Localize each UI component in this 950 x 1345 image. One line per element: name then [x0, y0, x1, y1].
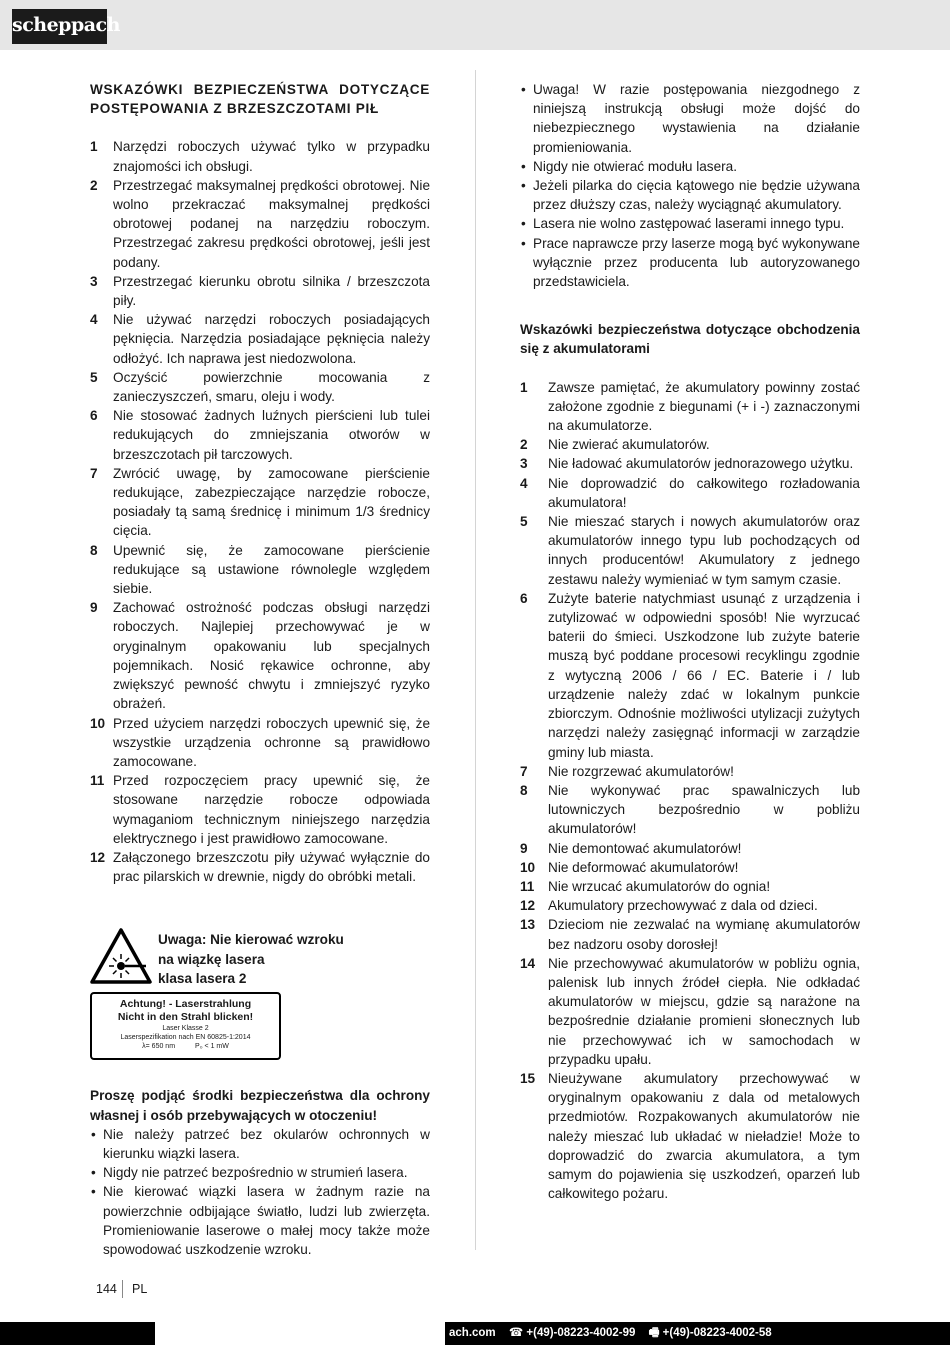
item-number: 6	[90, 408, 98, 424]
list-item	[520, 1069, 860, 1203]
list-item	[90, 541, 430, 599]
item-text: Nie demontować akumulatorów!	[548, 840, 742, 856]
item-number: 12	[520, 898, 536, 914]
item-text: Przed rozpoczęciem pracy upewnić się, że stosowane narzędzie robocze odpowiada wymaganiom technicznym niniejszego narzędzia elektrycznego i jest prawidłowo zamocowane.	[113, 773, 430, 846]
item-text: Nie deformować akumulatorów!	[548, 859, 739, 875]
item-text: Nie zwierać akumulatorów.	[548, 437, 710, 453]
battery-safety-heading: Wskazówki bezpieczeństwa dotyczące obchodzenia się z akumulatorami	[520, 322, 860, 357]
battery-safety-list	[520, 378, 860, 1204]
bullet-item	[520, 157, 860, 176]
item-text: Zużyte baterie natychmiast usunąć z urządzenia i zutylizować w odpowiedni sposób! Nie wyrzucać baterii do śmieci. Uszkodzone lub zużyte baterie muszą być poddane procesowi recyklingu zgodnie z wytyczną 2006 / 66 / EC. Baterie i / lub urządzenie należy zdać w lokalnym punkcie zbiorczym. Odnośnie możliwości utylizacji zużytych narzędzi należy zasięgnąć informacji w zarządzie gminy lub miasta.	[548, 590, 860, 760]
item-text: Przed użyciem narzędzi roboczych upewnić się, że wszystkie urządzenia ochronne są prawidłowo zamocowane.	[113, 715, 430, 769]
left-column	[90, 80, 430, 1259]
bullet-text: Nie kierować wiązki lasera w żadnym razie na powierzchnie odbijające światło, ludzi lub zwierzęta. Promieniowanie laserowe o małej mocy także może spowodować uszkodzenie wzroku.	[103, 1184, 430, 1257]
right-column	[520, 80, 860, 1203]
bullet-item	[520, 80, 860, 157]
item-number: 9	[520, 840, 528, 856]
list-item	[520, 454, 860, 473]
header-bar	[0, 0, 950, 50]
bullet-icon: •	[521, 235, 526, 251]
fax-number: 🖷 +(49)-08223-4002-58	[648, 1327, 772, 1339]
item-number: 1	[520, 379, 528, 395]
item-text: Dzieciom nie zezwalać na wymianę akumulatorów bez nadzoru osoby dorosłej!	[548, 917, 860, 952]
contact-bar-gap	[155, 1322, 445, 1345]
item-text: Nie stosować żadnych luźnych pierścieni lub tulei redukujących do zmniejszania otworów w brzeszczotach pił tarczowych.	[113, 408, 430, 462]
bullet-icon: •	[521, 216, 526, 232]
bullet-text: Uwaga! W razie postępowania niezgodnego z niniejszą instrukcją obsługi może dojść do niebezpiecznego wystawienia na działanie promieniowania.	[533, 82, 860, 155]
bullet-icon: •	[91, 1126, 96, 1142]
laser-power: P₀ < 1 mW	[195, 1043, 229, 1051]
bullet-icon: •	[521, 82, 526, 97]
column-divider	[475, 70, 476, 1250]
item-number: 15	[520, 1070, 536, 1086]
item-text: Oczyścić powierzchnie mocowania z zanieczyszczeń, smaru, oleju i wody.	[113, 369, 430, 405]
page-number: 144	[96, 1282, 117, 1296]
item-number: 9	[90, 600, 98, 616]
item-number: 7	[520, 763, 528, 779]
list-item	[520, 435, 860, 454]
bullet-text: Jeżeli pilarka do cięcia kątowego nie będzie używana przez dłuższy czas, należy wyciągnąć akumulatory.	[533, 178, 860, 213]
item-number: 2	[90, 177, 98, 193]
item-number: 5	[520, 514, 528, 530]
bullet-text: Nigdy nie patrzeć bezpośrednio w strumień lasera.	[103, 1165, 408, 1181]
list-item	[520, 378, 860, 436]
item-number: 10	[90, 715, 106, 731]
item-number: 8	[90, 542, 98, 558]
bullet-item	[520, 214, 860, 233]
brand-logo: scheppach	[12, 9, 107, 44]
bullet-text: Lasera nie wolno zastępować laserami innego typu.	[533, 216, 845, 232]
bullet-item	[90, 1182, 430, 1259]
item-text: Załączonego brzeszczotu piły używać wyłącznie do prac pilarskich w drewnie, nigdy do obróbki metali.	[113, 849, 430, 885]
list-item	[90, 714, 430, 772]
list-item	[520, 474, 860, 512]
item-number: 3	[90, 273, 98, 289]
laser-warning-block	[90, 926, 430, 1086]
list-item	[90, 598, 430, 713]
item-number: 7	[90, 465, 98, 481]
bullet-item	[90, 1163, 430, 1182]
saw-blade-safety-list	[90, 137, 430, 886]
item-text: Nie ładować akumulatorów jednorazowego użytku.	[548, 456, 854, 472]
list-item	[90, 176, 430, 272]
item-number: 10	[520, 859, 536, 875]
list-item	[520, 877, 860, 896]
page-number-separator	[122, 1280, 123, 1298]
item-text: Nie używać narzędzi roboczych posiadających pęknięcia. Narzędzia posiadające pęknięcia należy odłożyć. Ich naprawa jest niedozwolona.	[113, 312, 430, 366]
list-item	[520, 762, 860, 781]
list-item	[520, 896, 860, 915]
bullet-item	[90, 1125, 430, 1163]
phone-number: ☎ +(49)-08223-4002-99	[508, 1327, 636, 1339]
item-number: 1	[90, 139, 98, 155]
list-item	[90, 848, 430, 886]
list-item	[90, 464, 430, 541]
bullet-icon: •	[91, 1165, 96, 1181]
list-item	[520, 512, 860, 589]
item-number: 11	[90, 773, 105, 789]
list-item	[520, 839, 860, 858]
list-item	[90, 310, 430, 368]
list-item	[90, 406, 430, 464]
bullet-icon: •	[91, 1184, 96, 1200]
item-text: Nie mieszać starych i nowych akumulatorów oraz akumulatorów innego typu lub pochodzących od innych producentów! Akumulatory z jednego zestawu należy wymieniać w tym samym czasie.	[548, 514, 860, 587]
bullet-text: Nie należy patrzeć bez okularów ochronnych w kierunku wiązki lasera.	[103, 1126, 430, 1161]
item-number: 3	[520, 456, 528, 472]
bullet-icon: •	[521, 158, 526, 174]
list-item	[520, 954, 860, 1069]
item-number: 8	[520, 782, 528, 798]
laser-warning-title: Uwaga: Nie kierować wzroku na wiązkę lasera klasa lasera 2	[158, 932, 344, 986]
list-item	[90, 368, 430, 406]
saw-blade-safety-heading: WSKAZÓWKI BEZPIECZEŃSTWA DOTYCZĄCE POSTĘPOWANIA Z BRZESZCZOTAMI PIŁ	[90, 82, 430, 117]
list-item	[520, 781, 860, 839]
laser-bullet-list	[520, 80, 860, 291]
item-text: Zwrócić uwagę, by zamocowane pierścienie redukujące, zabezpieczające narzędzie robocze, posiadały tą samą średnicę i minimum 1/3 średnicy cięcia.	[113, 465, 430, 539]
item-number: 5	[90, 369, 98, 385]
item-text: Nie przechowywać akumulatorów w pobliżu ognia, palenisk lub innych źródeł ciepła. Nie odkładać akumulatorów w miejscu, gdzie są narażone na bezpośrednie działanie promieni słonecznych lub nie przechowywać ich w samochodach w przypadku upału.	[548, 955, 860, 1067]
item-number: 14	[520, 955, 536, 971]
protection-heading: Proszę podjąć środki bezpieczeństwa dla ochrony własnej i osób przebywających w otoczeniu!	[90, 1088, 430, 1123]
list-item	[90, 272, 430, 310]
page-language: PL	[132, 1282, 148, 1296]
list-item	[90, 137, 430, 175]
bullet-icon: •	[521, 178, 526, 194]
item-text: Przestrzegać maksymalnej prędkości obrotowej. Nie wolno przekraczać maksymalnej prędkości obrotowej podanej na narzędziu roboczym. Przestrzegać zakresu prędkości obrotowej, jeśli jest podany.	[113, 177, 430, 270]
item-text: Nieużywane akumulatory przechowywać w oryginalnym opakowaniu z dala od metalowych przedmiotów. Rozpakowanych akumulatorów nie należy mieszać lub układać w nieładzie! Może to doprowadzić do zwarcia akumulatora, a tym samym do pojawienia się uszkodzeń, oparzeń lub całkowitego pożaru.	[548, 1070, 860, 1202]
item-number: 12	[90, 849, 106, 865]
list-item	[90, 771, 430, 848]
item-text: Zawsze pamiętać, że akumulatory powinny zostać założone zgodnie z biegunami (+ i -) zaznaczonymi na akumulatorze.	[548, 379, 860, 434]
contact-bar	[0, 1322, 950, 1345]
item-number: 2	[520, 437, 528, 453]
item-text: Przestrzegać kierunku obrotu silnika / brzeszczota piły.	[113, 273, 430, 309]
item-text: Narzędzi roboczych używać tylko w przypadku znajomości ich obsługi.	[113, 139, 430, 174]
item-number: 13	[520, 917, 536, 933]
list-item	[520, 589, 860, 762]
bullet-item	[520, 176, 860, 214]
item-text: Nie wykonywać prac spawalniczych lub lutowniczych bezpośrednio w pobliżu akumulatorów!	[548, 782, 860, 837]
item-number: 4	[520, 475, 528, 491]
laser-wavelength: λ= 650 nm	[142, 1043, 176, 1051]
laser-warning-icon	[90, 928, 152, 984]
list-item	[520, 915, 860, 953]
bullet-text: Prace naprawcze przy laserze mogą być wykonywane wyłącznie przez producenta lub autoryzowanego przedstawiciela.	[533, 235, 860, 290]
bullet-text: Nigdy nie otwierać modułu lasera.	[533, 158, 738, 174]
laser-class-label: Achtung! - Laserstrahlung Nicht in den Strahl blicken! Laser Klasse 2 Laserspezifikation nach EN 60825-1:2014 λ= 650 nm P₀ < 1 mW	[90, 992, 281, 1060]
item-text: Upewnić się, że zamocowane pierścienie redukujące są ustawione równolegle względem siebie.	[113, 542, 430, 597]
item-text: Nie wrzucać akumulatorów do ognia!	[548, 878, 771, 894]
item-number: 11	[520, 878, 535, 894]
item-number: 6	[520, 590, 528, 606]
website-link[interactable]: ach.com	[449, 1327, 496, 1339]
item-text: Akumulatory przechowywać z dala od dzieci.	[548, 898, 818, 914]
list-item	[520, 858, 860, 877]
item-text: Nie rozgrzewać akumulatorów!	[548, 763, 734, 779]
item-text: Zachować ostrożność podczas obsługi narzędzi roboczych. Najlepiej przechowywać je w oryginalnym opakowaniu lub specjalnych pojemnikach. Nosić rękawice ochronne, aby zwiększyć pewność chwytu i zmniejszyć ryzyko obrażeń.	[113, 600, 430, 712]
item-number: 4	[90, 312, 98, 328]
item-text: Nie doprowadzić do całkowitego rozładowania akumulatora!	[548, 475, 860, 510]
protection-bullet-list	[90, 1125, 430, 1259]
bullet-item	[520, 234, 860, 292]
